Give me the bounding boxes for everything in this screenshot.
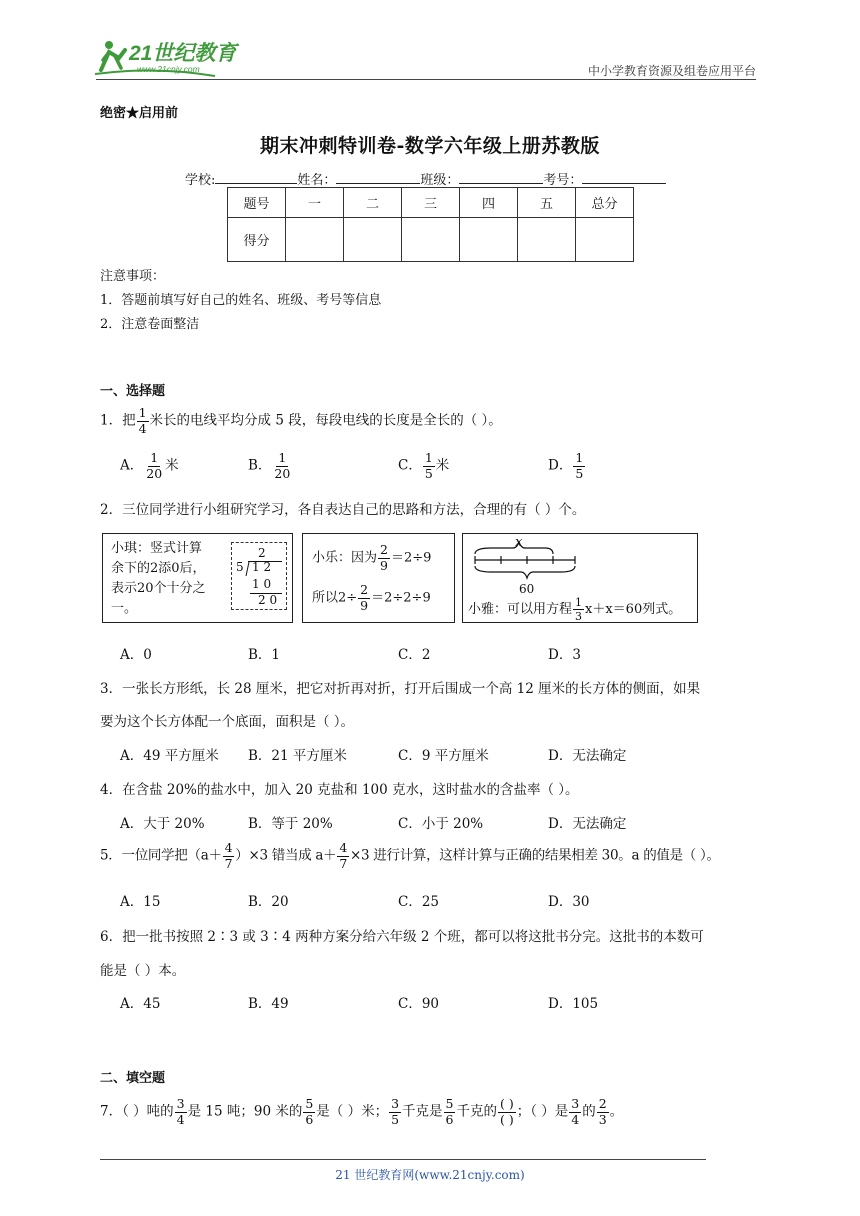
logo-url: www.21cnjy.com	[137, 64, 200, 74]
var-x: x	[515, 535, 523, 550]
box-xiaoqi: 小琪：竖式计算 余下的2添0后， 表示20个十分之 一。 2 5 1 2 1 0 2 0	[102, 533, 293, 623]
option-b[interactable]: B．21 平方厘米	[248, 748, 347, 764]
score-header: 四	[460, 188, 518, 218]
header-divider	[96, 79, 756, 80]
question-4: 4．在含盐 20%的盐水中，加入 20 克盐和 100 克水，这时盐水的含盐率（ ）。	[100, 782, 579, 798]
option-b[interactable]: B．等于 20%	[248, 816, 333, 832]
score-header: 一	[286, 188, 344, 218]
box-xiaoya: x 60 小雅：可以用方程 $\frac{1}{3}$ x＋x＝60列式。	[462, 533, 698, 623]
option-d[interactable]: D．无法确定	[548, 816, 627, 832]
secret-label: 绝密★启用前	[100, 106, 179, 121]
exam-no-blank[interactable]	[582, 171, 666, 184]
question-1: 1．把 $\frac{1}{4}$ 米长的电线平均分成 5 段，每段电线的长度是全长的（ ）。	[100, 405, 502, 436]
question-3: 3．一张长方形纸，长 28 厘米，把它对折再对折，打开后围成一个高 12 厘米的长方体的侧面，如果	[100, 681, 701, 697]
option-d[interactable]: D．105	[548, 996, 599, 1012]
score-header: 总分	[576, 188, 634, 218]
box-xiaole: 小乐：因为 $\frac{2}{9}$ ＝2÷9 所以2÷ $\frac{2}{9}$ ＝2÷2÷9	[302, 533, 455, 623]
question-2: 2．三位同学进行小组研究学习，各自表达自己的思路和方法，合理的有（ ）个。	[100, 502, 586, 518]
score-cell[interactable]	[460, 218, 518, 262]
score-cell[interactable]	[402, 218, 460, 262]
long-division: 2 5 1 2 1 0 2 0	[231, 542, 287, 610]
question-7: 7．（ ）吨的 $\frac{3}{4}$ 是 15 吨；90 米的 $\frac{5}{6}$ 是（ ）米； $\frac{3}{5}$ 千克是 $\frac{5}{6}$ 千克的 $\frac{( )}{( )}$ ；（ ）是 $\frac{3}{4}$ 的 $\frac{2}{3}$ 。	[100, 1096, 624, 1127]
page-title: 期末冲刺特训卷-数学六年级上册苏教版	[260, 135, 600, 157]
notice	[100, 265, 381, 337]
option-d[interactable]: D． $\frac{1}{5}$	[548, 450, 584, 481]
option-c[interactable]: C．小于 20%	[398, 816, 484, 832]
name-blank[interactable]	[336, 171, 420, 184]
option-b[interactable]: B．1	[248, 647, 281, 663]
score-header: 二	[344, 188, 402, 218]
footer-divider	[100, 1159, 706, 1160]
option-b[interactable]: B． $\frac{1}{20}$	[248, 450, 291, 481]
answer-blank-fraction[interactable]: $\frac{( )}{( )}$	[499, 1096, 514, 1127]
option-d[interactable]: D．无法确定	[548, 748, 627, 764]
option-a[interactable]: A．49 平方厘米	[120, 748, 219, 764]
notice-item: 2．注意卷面整洁	[100, 317, 200, 332]
score-cell[interactable]	[518, 218, 576, 262]
class-label: 班级：	[420, 173, 460, 188]
notice-title: 注意事项：	[100, 269, 166, 284]
section-heading: 二、填空题	[100, 1071, 166, 1086]
option-a[interactable]: A．15	[120, 894, 161, 910]
score-header: 三	[402, 188, 460, 218]
score-header: 题号	[228, 188, 286, 218]
school-label: 学校:	[185, 173, 216, 188]
question-3-cont: 要为这个长方体配一个底面，面积是（ ）。	[100, 714, 355, 730]
option-a[interactable]: A．大于 20%	[120, 816, 205, 832]
option-b[interactable]: B．20	[248, 894, 289, 910]
name-label: 姓名：	[297, 173, 337, 188]
option-a[interactable]: A．0	[120, 647, 152, 663]
option-d[interactable]: D．30	[548, 894, 590, 910]
num-60: 60	[519, 582, 535, 596]
question-5: 5．一位同学把（a＋ $\frac{4}{7}$ ）×3 错当成 a＋ $\frac{4}{7}$ ×3 进行计算，这样计算与正确的结果相差 30。a 的值是（ ）。	[100, 840, 720, 871]
logo-21cnjy	[95, 36, 260, 78]
exam-no-label: 考号：	[543, 173, 583, 188]
option-c[interactable]: C．9 平方厘米	[398, 748, 489, 764]
score-cell[interactable]	[286, 218, 344, 262]
notice-item: 1．答题前填写好自己的姓名、班级、考号等信息	[100, 293, 382, 308]
footer-link[interactable]: 21 世纪教育网(www.21cnjy.com)	[335, 1168, 525, 1182]
student-info-line	[185, 169, 666, 188]
option-a[interactable]: A． $\frac{1}{20}$ 米	[120, 450, 179, 481]
platform-label: 中小学教育资源及组卷应用平台	[587, 64, 756, 78]
fraction: $\frac{1}{4}$	[138, 405, 147, 436]
option-c[interactable]: C．25	[398, 894, 440, 910]
logo-text: 21世纪教育	[129, 42, 237, 65]
class-blank[interactable]	[459, 171, 543, 184]
option-c[interactable]: C． $\frac{1}{5}$ 米	[398, 450, 450, 481]
question-6: 6．把一批书按照 2∶3 或 3∶4 两种方案分给六年级 2 个班，都可以将这批书分完。这批书的本数可	[100, 929, 704, 945]
score-header: 五	[518, 188, 576, 218]
section-heading: 一、选择题	[100, 384, 166, 399]
school-blank[interactable]	[215, 171, 297, 184]
score-row-label: 得分	[228, 218, 286, 262]
option-d[interactable]: D．3	[548, 647, 581, 663]
score-cell[interactable]	[576, 218, 634, 262]
score-table	[227, 187, 634, 262]
option-a[interactable]: A．45	[120, 996, 161, 1012]
option-c[interactable]: C．90	[398, 996, 440, 1012]
option-b[interactable]: B．49	[248, 996, 289, 1012]
option-c[interactable]: C．2	[398, 647, 431, 663]
question-6-cont: 能是（ ）本。	[100, 963, 186, 979]
score-cell[interactable]	[344, 218, 402, 262]
